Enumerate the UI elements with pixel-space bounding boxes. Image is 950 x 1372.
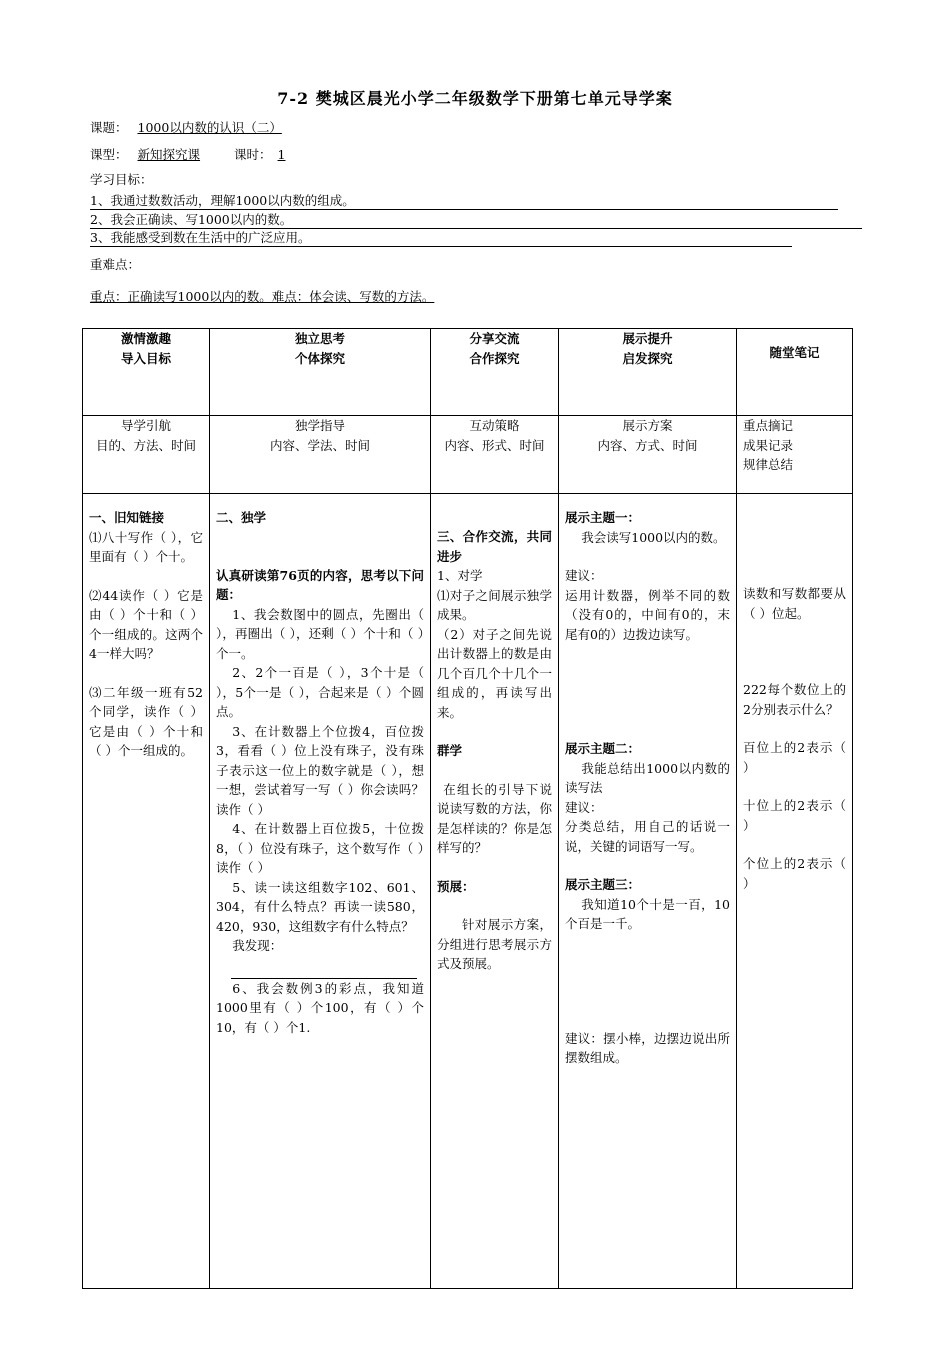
study-plan-table	[82, 328, 853, 1289]
content-row	[83, 494, 853, 1289]
preview-label: 预展：	[437, 878, 475, 894]
objectives-label: 学习目标：	[90, 172, 153, 187]
note-2: 222每个数位上的2分别表示什么？	[743, 682, 846, 717]
self-study-q4: 4、在计数器上百位拨5，十位拨8，（ ）位没有珠子，这个数写作（ ）读作（ ）	[216, 821, 424, 875]
review-q2: ⑵44读作（ ）它是由（ ）个十和（ ）个一组成的。这两个4一样大吗？	[89, 587, 203, 661]
col-intro	[83, 494, 210, 1289]
lesson-type-row	[90, 145, 303, 163]
note-1: 读数和写数都要从（ ）位起。	[743, 586, 846, 621]
theme-1-label: 展示主题一：	[565, 510, 641, 525]
header-col-2: 独立思考 个体探究	[210, 329, 431, 416]
pair-study-2: （2）对子之间先说出计数器上的数是由几个百几个十几个一组成的，再读写出来。	[437, 626, 552, 720]
note-4: 十位上的2表示（ ）	[743, 798, 846, 833]
pair-study-label: 1、对学	[437, 568, 483, 583]
header-col-3: 分享交流 合作探究	[431, 329, 559, 416]
subheader-col-5: 重点摘记 成果记录 规律总结	[737, 416, 853, 494]
self-study-q2: 2、2个一百是（ ），3个十是（ ），5个一是（ ），合起来是（ ）个圆点。	[216, 665, 424, 719]
theme-1-text: 我会读写1000以内的数。	[581, 529, 726, 545]
subheader-col-2: 独学指导 内容、学法、时间	[210, 416, 431, 494]
theme-2-text: 我能总结出1000以内数的读写法	[565, 760, 730, 795]
theme-2-label: 展示主题二：	[565, 741, 641, 756]
subheader-col-1: 导学引航 目的、方法、时间	[83, 416, 210, 494]
header-col-4: 展示提升 启发探究	[559, 329, 737, 416]
subheader-col-4: 展示方案 内容、方式、时间	[559, 416, 737, 494]
theme-3-label: 展示主题三：	[565, 877, 641, 892]
self-study-intro: 认真研读第76页的内容，思考以下问题：	[216, 567, 424, 602]
review-q1: ⑴八十写作（ ），它里面有（ ）个十。	[89, 529, 203, 564]
key-points-text: 重点：正确读写1000以内的数。难点：体会读、写数的方法。	[90, 289, 435, 304]
pair-study-1: ⑴对子之间展示独学成果。	[437, 587, 552, 622]
header-col-5: 随堂笔记	[737, 329, 853, 416]
self-study-heading: 二、独学	[216, 510, 267, 525]
type-value: 新知探究课	[137, 147, 201, 162]
header-col-1: 激情激趣 导入目标	[83, 329, 210, 416]
type-label: 课型：	[90, 147, 128, 162]
self-study-q1: 1、我会数图中的圆点，先圈出（ ），再圈出（ ），还剩（ ）个十和（ ）个一。	[216, 606, 424, 661]
objective-2: 2、我会正确读、写1000以内的数。	[90, 212, 862, 229]
cooperation-heading: 三、合作交流，共同进步	[437, 529, 552, 564]
topic-label: 课题：	[90, 120, 128, 135]
header-row	[83, 329, 853, 416]
subheader-col-3: 互动策略 内容、形式、时间	[431, 416, 559, 494]
note-5: 个位上的2表示（ ）	[743, 856, 846, 891]
group-study-label: 群学	[437, 743, 463, 758]
self-study-q3: 3、在计数器上个位拨4，百位拨3，看看（ ）位上没有珠子，没有珠子表示这一位上的数字就是（ ），想一想，尝试着写一写（ ）你会读吗？读作（ ）	[216, 723, 424, 817]
subheader-row	[83, 416, 853, 494]
objective-3: 3、我能感受到数在生活中的广泛应用。	[90, 230, 792, 247]
found-label: 我发现：	[232, 938, 283, 953]
answer-blank-line	[231, 956, 417, 979]
hours-value: 1	[277, 147, 286, 162]
theme-3-text: 我知道10个十是一百，10个百是一千。	[565, 896, 730, 931]
theme-3-suggestion: 建议：摆小棒，边摆边说出所摆数组成。	[565, 1030, 730, 1065]
self-study-q5: 5、读一读这组数字102、601、304，有什么特点？再读一读580，420，930，这组数字有什么特点？	[216, 879, 424, 934]
theme-2-suggestion: 分类总结，用自己的话说一说，关键的词语写一写。	[565, 819, 730, 854]
hours-label: 课时：	[234, 147, 272, 162]
col-notes	[737, 494, 853, 1289]
theme-1-suggestion: 运用计数器，例举不同的数（没有0的，中间有0的，末尾有0的）边拨边读写。	[565, 587, 730, 642]
theme-2-suggestion-label: 建议：	[565, 799, 603, 815]
document-title: 7-2 樊城区晨光小学二年级数学下册第七单元导学案	[277, 89, 673, 108]
topic-value: 1000以内数的认识（二）	[137, 120, 282, 135]
col-self-study	[210, 494, 431, 1289]
self-study-q6: 6、我会数例3的彩点，我知道1000里有（ ）个100，有（ ）个10，有（ ）个1.	[216, 980, 424, 1035]
note-3: 百位上的2表示（ ）	[743, 740, 846, 775]
lesson-topic-row	[90, 118, 288, 136]
review-heading: 一、旧知链接	[89, 510, 165, 525]
key-points-label: 重难点：	[90, 257, 141, 272]
theme-1-suggestion-label: 建议：	[565, 568, 603, 583]
objective-1: 1、我通过数数活动，理解1000以内数的组成。	[90, 193, 838, 210]
group-study-text: 在组长的引导下说说读写数的方法，你是怎样读的？你是怎样写的？	[437, 781, 552, 855]
review-q3: ⑶二年级一班有52个同学，读作（ ）它是由（ ）个十和（ ）个一组成的。	[89, 684, 203, 758]
col-presentation	[559, 494, 737, 1289]
col-cooperation	[431, 494, 559, 1289]
preview-text: 针对展示方案，分组进行思考展示方式及预展。	[437, 917, 552, 971]
